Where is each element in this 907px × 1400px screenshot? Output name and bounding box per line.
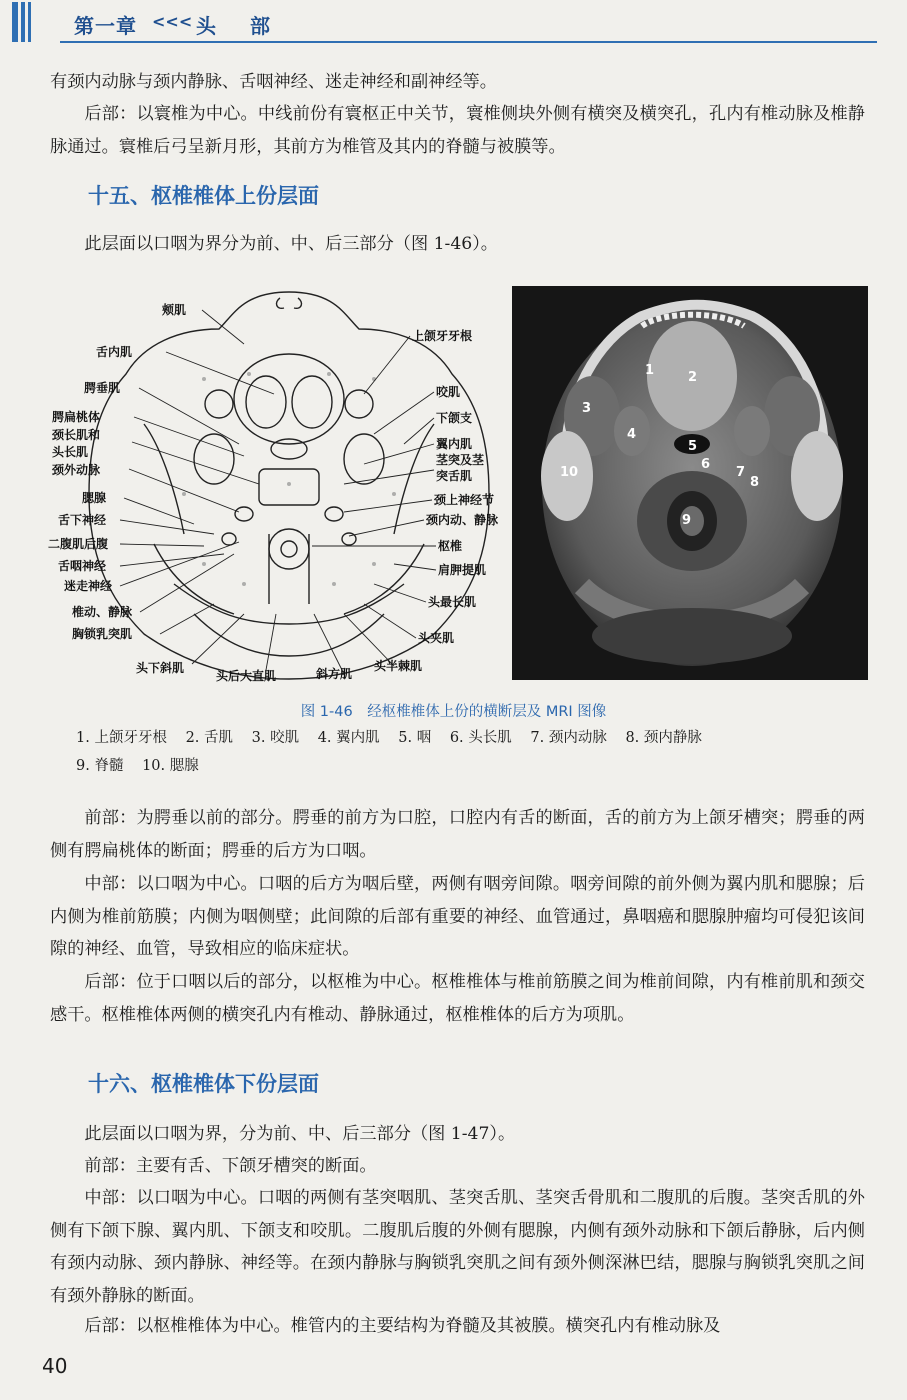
mri-number: 6 xyxy=(701,457,711,472)
diagram-label: 椎动、静脉 xyxy=(72,605,133,619)
diagram-label: 颈外动脉 xyxy=(52,463,101,477)
section-heading: 十六、枢椎椎体下份层面 xyxy=(88,1072,319,1096)
page-number: 40 xyxy=(42,1354,68,1378)
mri-number: 5 xyxy=(688,439,698,454)
mri-number: 2 xyxy=(688,370,698,385)
diagram-label: 头后大直肌 xyxy=(216,669,277,683)
paragraph: 后部：位于口咽以后的部分，以枢椎为中心。枢椎椎体与椎前筋膜之间为椎前间隙，内有椎前肌和颈交感干。枢椎椎体两侧的横突孔内有椎动、静脉通过，枢椎椎体的后方为项肌。 xyxy=(50,972,865,1025)
legend-item: 10. 腮腺 xyxy=(142,758,199,774)
diagram-label: 颈长肌和 xyxy=(52,428,101,442)
legend-item: 1. 上颌牙牙根 xyxy=(76,730,167,746)
header-rule xyxy=(60,41,877,43)
diagram-label: 舌内肌 xyxy=(96,345,133,359)
mri-number: 7 xyxy=(736,465,746,480)
diagram-label: 头下斜肌 xyxy=(136,661,185,675)
diagram-label: 头长肌 xyxy=(52,445,89,459)
anatomy-diagram xyxy=(44,284,514,696)
diagram-label: 腭垂肌 xyxy=(84,381,121,395)
diagram-label: 枢椎 xyxy=(438,539,463,553)
paragraph: 前部：为腭垂以前的部分。腭垂的前方为口腔，口腔内有舌的断面，舌的前方为上颌牙槽突；腭垂的两侧有腭扁桃体的断面；腭垂的后方为口咽。 xyxy=(50,808,865,861)
legend-item: 9. 脊髓 xyxy=(76,758,124,774)
legend-item: 5. 咽 xyxy=(398,730,432,746)
mri-number: 4 xyxy=(627,427,637,442)
paragraph: 后部：以枢椎椎体为中心。椎管内的主要结构为脊髓及其被膜。横突孔内有椎动脉及 xyxy=(84,1316,721,1336)
diagram-label: 胸锁乳突肌 xyxy=(72,627,133,641)
diagram-label: 舌咽神经 xyxy=(58,559,107,573)
diagram-label: 肩胛提肌 xyxy=(438,563,487,577)
legend-item: 2. 舌肌 xyxy=(185,730,234,746)
chevron-icon: <<< xyxy=(152,12,193,31)
paragraph: 有颈内动脉与颈内静脉、舌咽神经、迷走神经和副神经等。 xyxy=(50,72,497,92)
paragraph: 后部：以寰椎为中心。中线前份有寰枢正中关节，寰椎侧块外侧有横突及横突孔，孔内有椎动脉及椎静脉通过。寰椎后弓呈新月形，其前方为椎管及其内的脊髓与被膜等。 xyxy=(50,104,865,157)
diagram-label: 迷走神经 xyxy=(64,579,113,593)
diagram-label: 茎突及茎 xyxy=(436,453,485,467)
mri-number: 1 xyxy=(645,363,655,378)
legend-item: 8. 颈内静脉 xyxy=(625,730,702,746)
paragraph: 中部：以口咽为中心。口咽的两侧有茎突咽肌、茎突舌肌、茎突舌骨肌和二腹肌的后腹。茎突舌肌的外侧有下颌下腺、翼内肌、下颌支和咬肌。二腹肌后腹的外侧有腮腺，内侧有颈外动脉和下颌后静脉，后内侧有颈内动脉、颈内静脉、神经等。在颈内静脉与胸锁乳突肌之间有颈外侧深淋巴结，腮腺与胸锁乳突肌之间有颈外静脉的断面。 xyxy=(50,1188,865,1306)
chapter-label: 第一章 xyxy=(74,14,137,38)
mri-number: 3 xyxy=(582,401,592,416)
diagram-label: 头半棘肌 xyxy=(374,659,423,673)
diagram-label: 突舌肌 xyxy=(436,469,473,483)
diagram-label: 颊肌 xyxy=(162,303,187,317)
diagram-label: 头最长肌 xyxy=(428,595,477,609)
mri-image xyxy=(512,286,868,680)
paragraph: 前部：主要有舌、下颌牙槽突的断面。 xyxy=(84,1156,377,1176)
diagram-label: 下颌支 xyxy=(436,411,473,425)
legend-item: 3. 咬肌 xyxy=(251,730,300,746)
diagram-label: 上颌牙牙根 xyxy=(412,329,473,343)
diagram-label: 翼内肌 xyxy=(436,437,473,451)
header-bars-icon xyxy=(12,2,60,42)
figure-legend xyxy=(76,724,876,780)
mri-number: 10 xyxy=(560,465,579,480)
diagram-label: 颈上神经节 xyxy=(434,493,495,507)
mri-number: 9 xyxy=(682,513,692,528)
chapter-title: 头部 xyxy=(196,14,304,38)
diagram-label: 腮腺 xyxy=(82,491,107,505)
legend-item: 6. 头长肌 xyxy=(449,730,512,746)
legend-item: 7. 颈内动脉 xyxy=(530,730,607,746)
diagram-label: 舌下神经 xyxy=(58,513,107,527)
legend-item: 4. 翼内肌 xyxy=(317,730,380,746)
paragraph: 此层面以口咽为界分为前、中、后三部分（图 1-46）。 xyxy=(84,234,498,254)
diagram-label: 咬肌 xyxy=(436,385,461,399)
paragraph: 中部：以口咽为中心。口咽的后方为咽后壁，两侧有咽旁间隙。咽旁间隙的前外侧为翼内肌和腮腺；后内侧为椎前筋膜；内侧为咽侧壁；此间隙的后部有重要的神经、血管通过，鼻咽癌和腮腺肿瘤均可侵犯该间隙的神经、血管，导致相应的临床症状。 xyxy=(50,874,865,959)
mri-number: 8 xyxy=(750,475,760,490)
diagram-label: 腭扁桃体 xyxy=(52,410,101,424)
diagram-label: 二腹肌后腹 xyxy=(48,537,109,551)
running-header xyxy=(0,0,907,44)
diagram-label: 头夹肌 xyxy=(418,631,455,645)
diagram-label: 斜方肌 xyxy=(316,667,353,681)
diagram-label: 颈内动、静脉 xyxy=(426,513,499,527)
paragraph: 此层面以口咽为界，分为前、中、后三部分（图 1-47）。 xyxy=(84,1124,516,1144)
figure-caption: 图 1-46 经枢椎椎体上份的横断层及 MRI 图像 xyxy=(300,704,607,720)
section-heading: 十五、枢椎椎体上份层面 xyxy=(88,184,319,208)
